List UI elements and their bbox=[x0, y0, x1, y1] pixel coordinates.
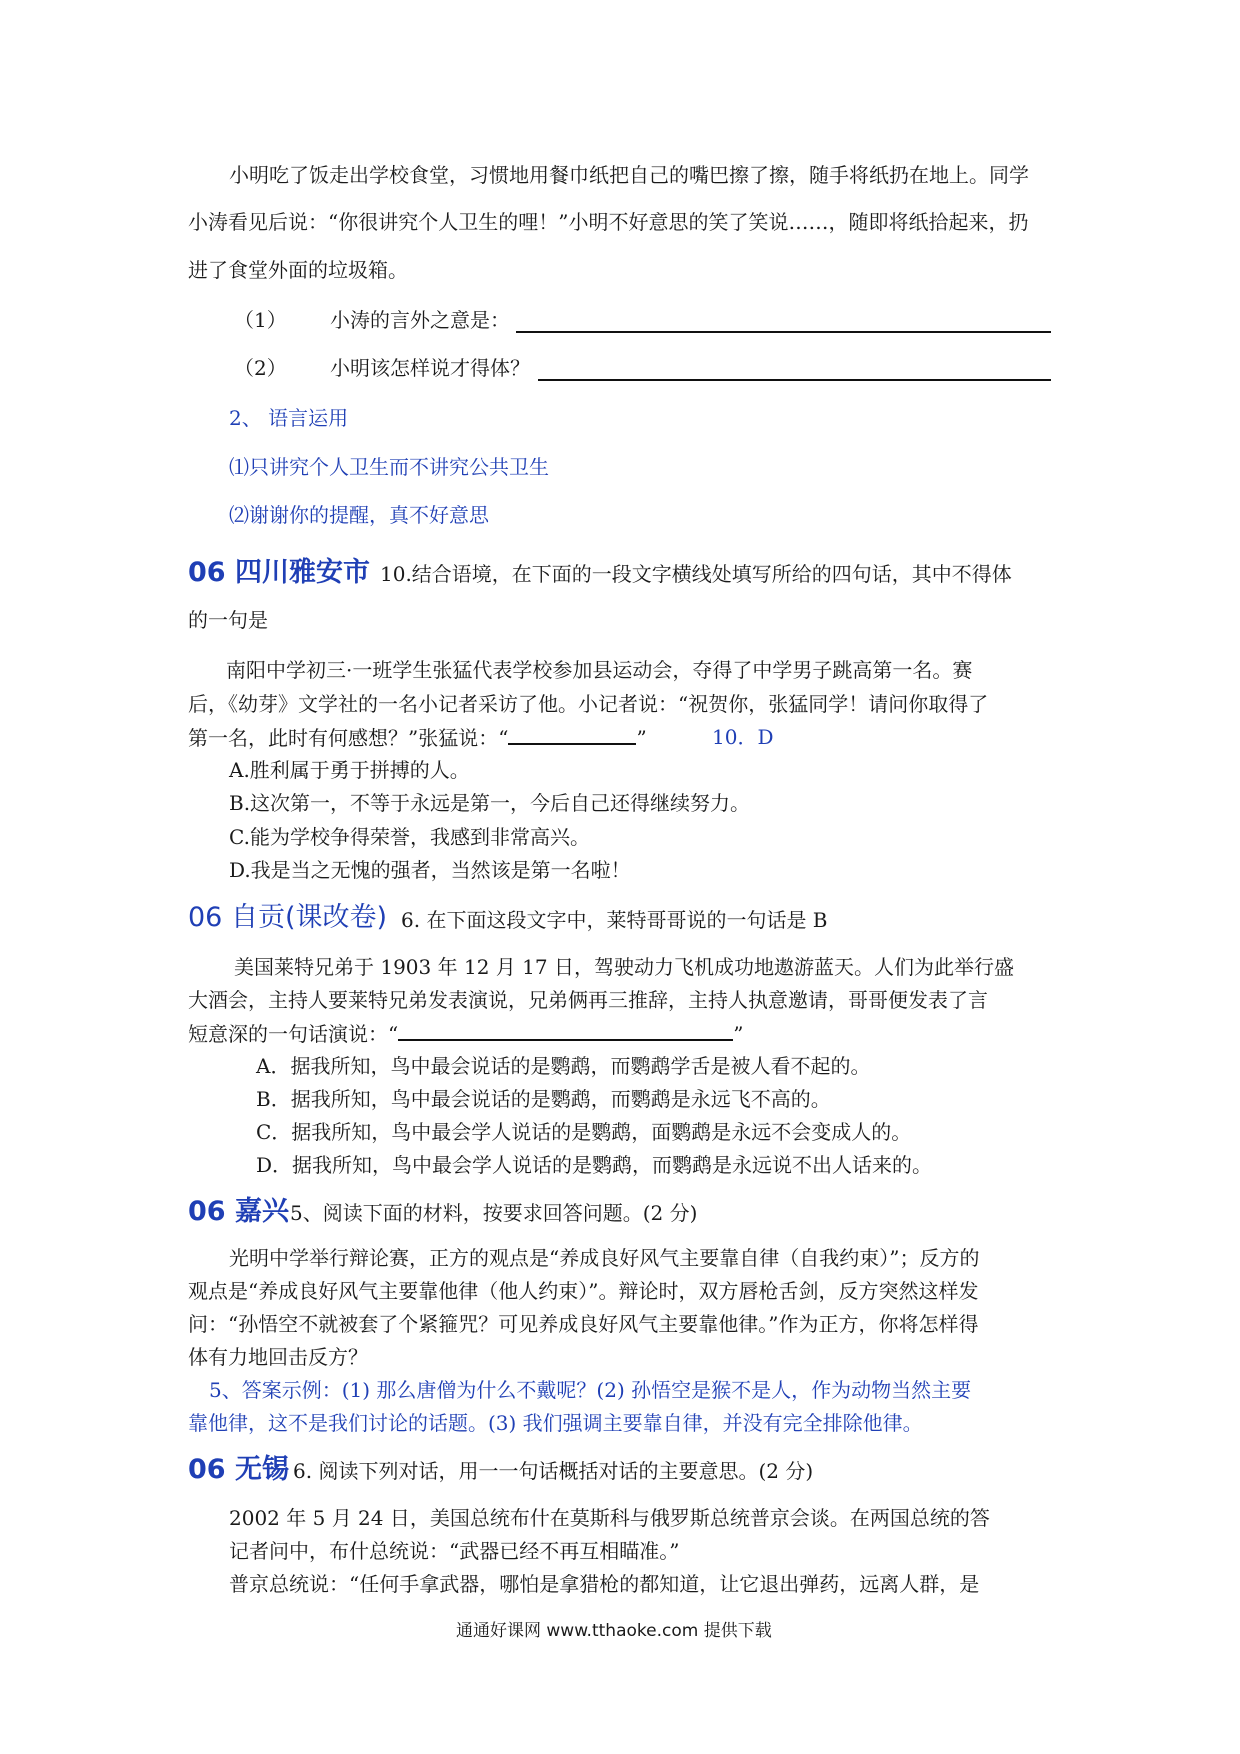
page-footer: 通通好课网 www.tthaoke.com 提供下载 bbox=[456, 1621, 772, 1641]
q5-para-line2: 记者问中，布什总统说：“武器已经不再互相瞄准。” bbox=[229, 1539, 680, 1563]
q1-answer-title: 2、 语言运用 bbox=[229, 406, 349, 430]
q2-source-heading: 06 四川雅安市 bbox=[188, 557, 370, 588]
q3-question: 6. 在下面这段文字中，莱特哥哥说的一句话是 B bbox=[401, 908, 828, 932]
q2-para-line3-text: 第一名，此时有何感想？”张猛说：“ bbox=[188, 726, 509, 750]
q4-source-heading: 06 嘉兴 bbox=[188, 1196, 289, 1227]
q2-para-line3 bbox=[188, 727, 647, 748]
q3-para-line1: 美国莱特兄弟于 1903 年 12 月 17 日，驾驶动力飞机成功地遨游蓝天。人们为此举行盛 bbox=[234, 955, 1014, 979]
q3-para-line3-close: ” bbox=[733, 1022, 744, 1046]
q3-option-c: C．据我所知，鸟中最会学人说话的是鹦鹉，面鹦鹉是永远不会变成人的。 bbox=[256, 1120, 912, 1144]
q4-question: 5、阅读下面的材料，按要求回答问题。(2 分) bbox=[290, 1201, 698, 1225]
q2-option-d: D.我是当之无愧的强者，当然该是第一名啦！ bbox=[229, 858, 631, 882]
q5-para-line1: 2002 年 5 月 24 日，美国总统布什在莫斯科与俄罗斯总统普京会谈。在两国总统的答 bbox=[229, 1506, 990, 1530]
q4-para-line2: 观点是“养成良好风气主要靠他律（他人约束）”。辩论时，双方唇枪舌剑，反方突然这样发 bbox=[188, 1279, 979, 1303]
q2-option-b: B.这次第一，不等于永远是第一，今后自己还得继续努力。 bbox=[229, 791, 751, 815]
q4-para-line3: 问：“孙悟空不就被套了个紧箍咒？可见养成良好风气主要靠他律。”作为正方，你将怎样得 bbox=[188, 1312, 979, 1336]
q2-option-c: C.能为学校争得荣誉，我感到非常高兴。 bbox=[229, 825, 590, 849]
q3-source-heading: 06 自贡(课改卷) bbox=[188, 902, 388, 933]
q3-blank-line[interactable] bbox=[398, 1023, 733, 1041]
q2-para-line2: 后，《幼芽》文学社的一名小记者采访了他。小记者说：“祝贺你，张猛同学！请问你取得了 bbox=[188, 692, 989, 716]
q2-question-line2: 的一句是 bbox=[188, 608, 268, 632]
q2-para-line1: 南阳中学初三·一班学生张猛代表学校参加县运动会，夺得了中学男子跳高第一名。赛 bbox=[226, 658, 973, 682]
q2-answer: 10．D bbox=[712, 725, 774, 749]
q3-para-line3-text: 短意深的一句话演说：“ bbox=[188, 1022, 399, 1046]
q3-option-d: D．据我所知，鸟中最会学人说话的是鹦鹉，而鹦鹉是永远说不出人话来的。 bbox=[256, 1153, 933, 1177]
q4-para-line1: 光明中学举行辩论赛，正方的观点是“养成良好风气主要靠自律（自我约束）”；反方的 bbox=[229, 1246, 980, 1270]
q5-para-line3: 普京总统说：“任何手拿武器，哪怕是拿猎枪的都知道，让它退出弹药，远离人群，是 bbox=[229, 1572, 980, 1596]
q1-answer-1: ⑴只讲究个人卫生而不讲究公共卫生 bbox=[229, 455, 549, 479]
q2-question-line1: 10.结合语境，在下面的一段文字横线处填写所给的四句话，其中不得体 bbox=[380, 562, 1012, 586]
q1-para-line1: 小明吃了饭走出学校食堂，习惯地用餐巾纸把自己的嘴巴擦了擦，随手将纸扔在地上。同学 bbox=[229, 163, 1029, 187]
q1-sub1-answer-line[interactable] bbox=[516, 315, 1051, 333]
q3-option-b: B．据我所知，鸟中最会说话的是鹦鹉，而鹦鹉是永远飞不高的。 bbox=[256, 1087, 831, 1111]
q5-source-heading: 06 无锡 bbox=[188, 1454, 289, 1485]
q2-para-line3-close: ” bbox=[636, 726, 647, 750]
q1-sub1-text: 小涛的言外之意是： bbox=[330, 308, 510, 332]
q4-answer-line1: 5、答案示例：(1) 那么唐僧为什么不戴呢？(2) 孙悟空是猴不是人，作为动物当然主要 bbox=[209, 1378, 972, 1402]
q4-answer-line2: 靠他律，这不是我们讨论的话题。(3) 我们强调主要靠自律，并没有完全排除他律。 bbox=[188, 1411, 923, 1435]
q3-option-a: A．据我所知，鸟中最会说话的是鹦鹉，而鹦鹉学舌是被人看不起的。 bbox=[256, 1054, 871, 1078]
q3-para-line3 bbox=[188, 1023, 743, 1044]
q2-option-a: A.胜利属于勇于拼搏的人。 bbox=[229, 758, 470, 782]
q1-answer-2: ⑵谢谢你的提醒，真不好意思 bbox=[229, 503, 489, 527]
q4-para-line4: 体有力地回击反方？ bbox=[188, 1345, 368, 1369]
q1-para-line3: 进了食堂外面的垃圾箱。 bbox=[188, 258, 408, 282]
q1-sub2-number: （2） bbox=[234, 356, 287, 380]
q1-sub2-answer-line[interactable] bbox=[538, 363, 1051, 381]
q3-para-line2: 大酒会，主持人要莱特兄弟发表演说，兄弟俩再三推辞，主持人执意邀请，哥哥便发表了言 bbox=[188, 988, 988, 1012]
q1-sub2-text: 小明该怎样说才得体？ bbox=[330, 356, 530, 380]
q2-blank-line[interactable] bbox=[508, 727, 636, 745]
q1-para-line2: 小涛看见后说：“你很讲究个人卫生的哩！”小明不好意思的笑了笑说……，随即将纸拾起来，扔 bbox=[188, 210, 1029, 234]
q1-sub1-number: （1） bbox=[234, 308, 287, 332]
q5-question: 6. 阅读下列对话，用一一句话概括对话的主要意思。(2 分) bbox=[293, 1459, 814, 1483]
